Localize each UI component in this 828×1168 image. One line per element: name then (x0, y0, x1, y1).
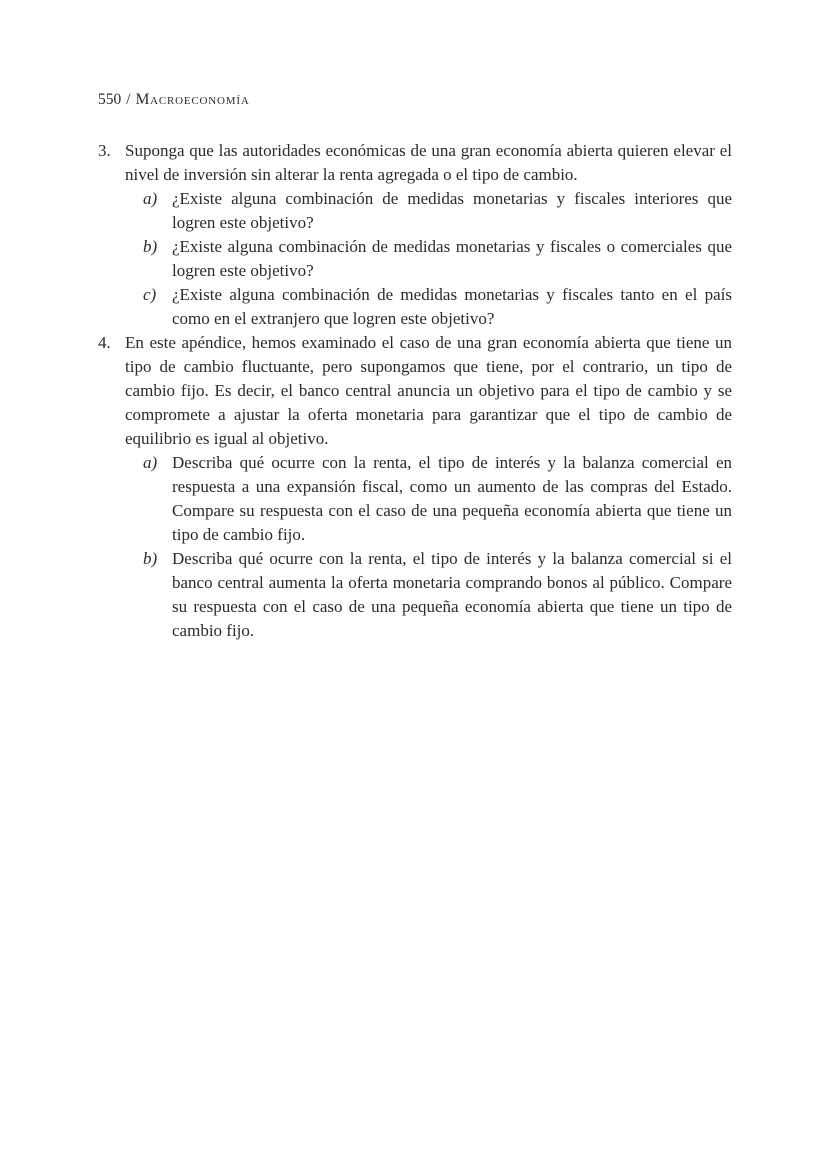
exercise-list (98, 139, 732, 643)
subitem-label: a) (143, 453, 158, 472)
problem-3-subitem-c (143, 283, 732, 331)
problem-3-body (125, 139, 732, 331)
subitem-text: ¿Existe alguna combinación de medidas monetarias y fiscales tanto en el país como en el extranjero que logren este objetivo? (172, 285, 732, 328)
problem-4-number: 4. (98, 333, 111, 352)
subitem-text: ¿Existe alguna combinación de medidas monetarias y fiscales o comerciales que logren este objetivo? (172, 237, 732, 280)
header-separator: / (126, 91, 131, 108)
problem-4-intro: En este apéndice, hemos examinado el caso de una gran economía abierta que tiene un tipo de cambio fluctuante, pero supongamos que tiene, por el contrario, un tipo de cambio fijo. Es decir, el banco central anuncia un objetivo para el tipo de cambio y se compromete a ajustar la oferta monetaria para garantizar que el tipo de cambio de equilibrio es igual al objetivo. (125, 333, 732, 448)
problem-3 (98, 139, 732, 331)
problem-4-subitem-b (143, 547, 732, 643)
problem-3-subitems (143, 187, 732, 331)
subitem-label: b) (143, 237, 158, 256)
subitem-text: ¿Existe alguna combinación de medidas monetarias y fiscales interiores que logren este objetivo? (172, 189, 732, 232)
problem-3-intro: Suponga que las autoridades económicas de una gran economía abierta quieren elevar el nivel de inversión sin alterar la renta agregada o el tipo de cambio. (125, 141, 732, 184)
problem-3-subitem-b (143, 235, 732, 283)
problem-4-subitem-a (143, 451, 732, 547)
problem-3-number: 3. (98, 141, 111, 160)
subitem-label: b) (143, 549, 158, 568)
page-header (98, 90, 732, 110)
subitem-text: Describa qué ocurre con la renta, el tipo de interés y la balanza comercial en respuesta a una expansión fiscal, como un aumento de las compras del Estado. Compare su respuesta con el caso de una pequeña economía abierta que tiene un tipo de cambio fijo. (172, 453, 732, 544)
subitem-label: c) (143, 285, 157, 304)
subitem-label: a) (143, 189, 158, 208)
problem-3-subitem-a (143, 187, 732, 235)
problem-4 (98, 331, 732, 643)
problem-4-body (125, 331, 732, 643)
book-title: Macroeconomía (135, 91, 250, 108)
page-number: 550 (98, 91, 122, 108)
subitem-text: Describa qué ocurre con la renta, el tipo de interés y la balanza comercial si el banco central aumenta la oferta monetaria comprando bonos al público. Compare su respuesta con el caso de una pequeña economía abierta que tiene un tipo de cambio fijo. (172, 549, 732, 640)
problem-4-subitems (143, 451, 732, 643)
